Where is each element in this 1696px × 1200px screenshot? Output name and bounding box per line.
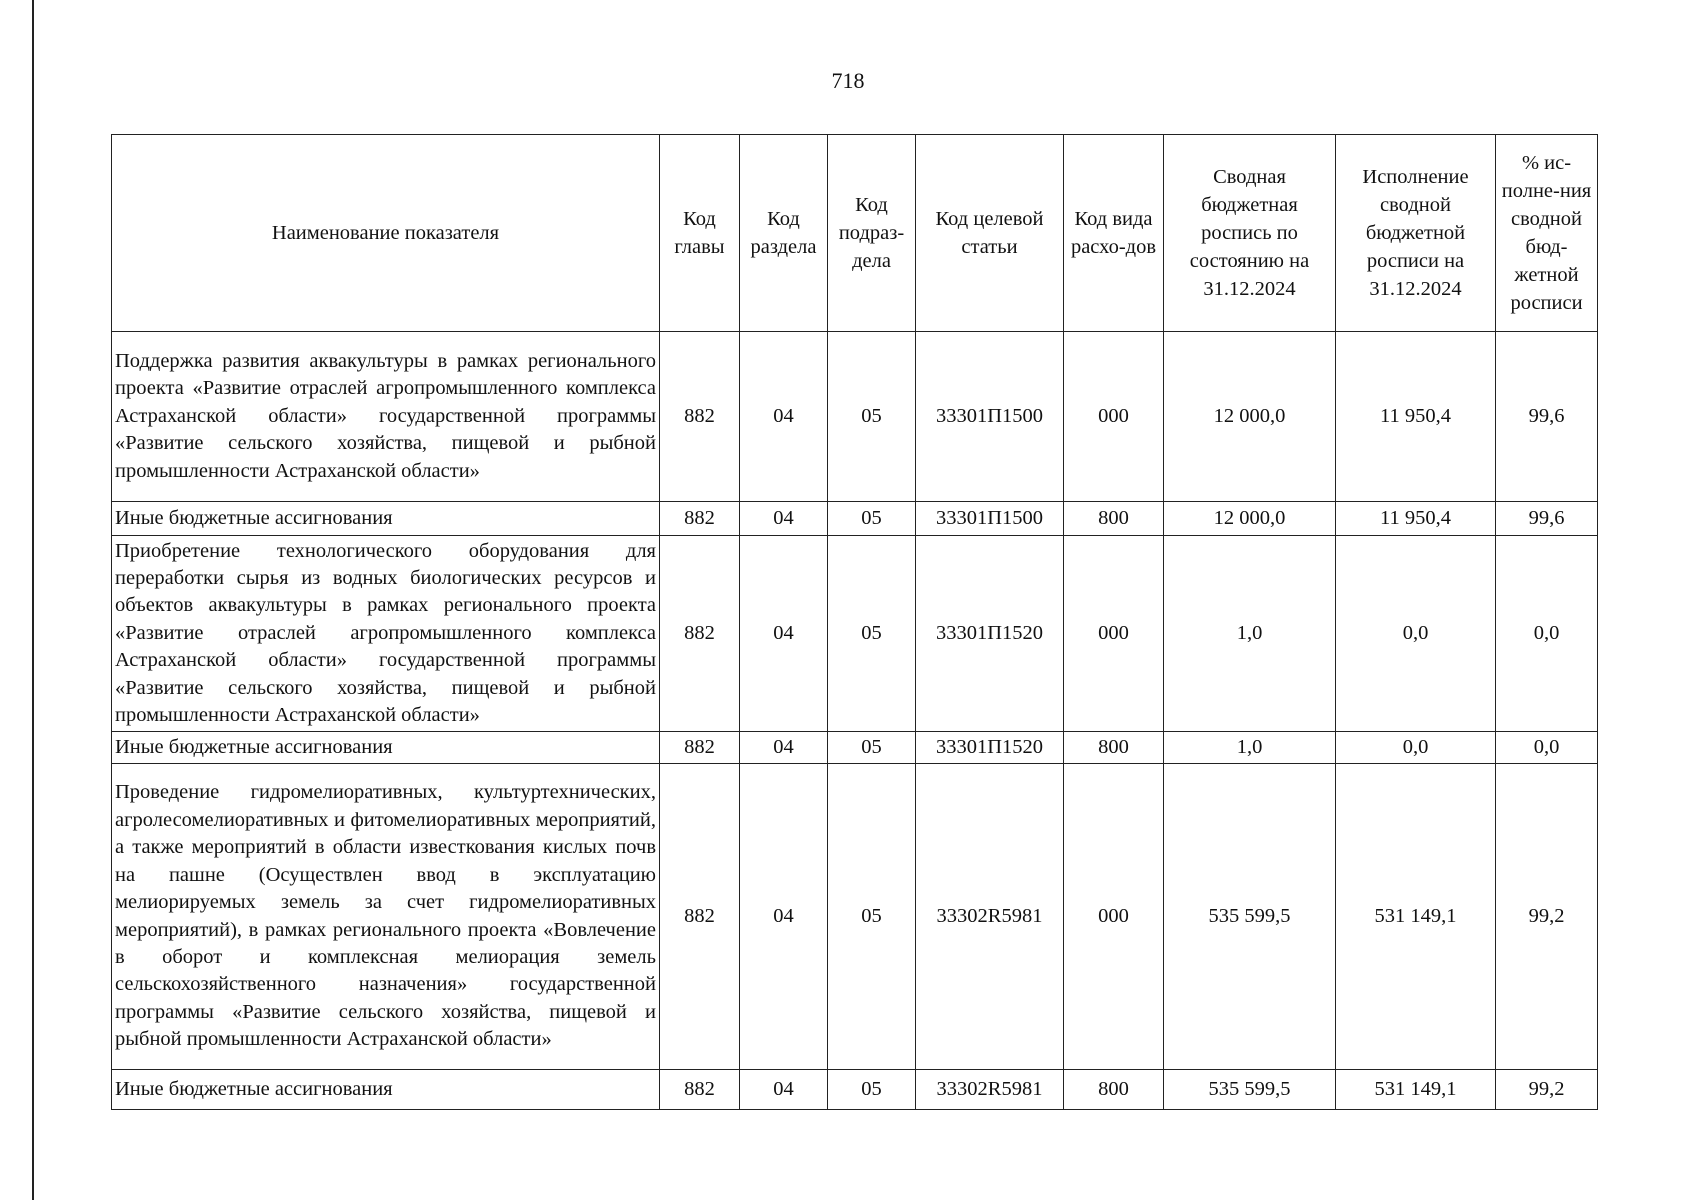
row-pct: 0,0 [1496,536,1598,732]
row-glava: 882 [660,764,740,1070]
row-ispolnenie: 11 950,4 [1336,502,1496,536]
row-celevaya: 33302R5981 [916,1070,1064,1110]
header-ispolnenie: Исполнение сводной бюджетной росписи на 31.12.2024 [1336,135,1496,332]
row-ispolnenie: 0,0 [1336,536,1496,732]
row-name: Иные бюджетные ассигнования [112,1070,660,1110]
row-rospis: 535 599,5 [1164,764,1336,1070]
row-vid: 800 [1064,1070,1164,1110]
table-row [112,536,1598,732]
row-pct: 99,2 [1496,764,1598,1070]
row-name: Иные бюджетные ассигнования [112,732,660,764]
page-number: 718 [831,68,865,93]
row-glava: 882 [660,332,740,502]
header-pct: % ис-полне-ния сводной бюд-жетной росписи [1496,135,1598,332]
row-ispolnenie: 0,0 [1336,732,1496,764]
row-podrazdel: 05 [828,536,916,732]
row-razdel: 04 [740,764,828,1070]
row-podrazdel: 05 [828,764,916,1070]
row-celevaya: 33301П1500 [916,332,1064,502]
row-glava: 882 [660,502,740,536]
row-celevaya: 33301П1520 [916,732,1064,764]
row-celevaya: 33301П1500 [916,502,1064,536]
row-name: Проведение гидромелиоративных, культуртехнических, агролесомелиоративных и фитомелиоративных мероприятий, а также мероприятий в области известкования кислых почв на пашне (Осуществлен ввод в эксплуатацию мелиорируемых земель за счет гидромелиоративных мероприятий), в рамках регионального проекта «Вовлечение в оборот и комплексная мелиорация земель сельскохозяйственного назначения» государственной программы «Развитие сельского хозяйства, пищевой и рыбной промышленности Астраханской области» [112,764,660,1070]
header-vid: Код вида расхо-дов [1064,135,1164,332]
table-row [112,732,1598,764]
row-pct: 99,2 [1496,1070,1598,1110]
page-margin-line [32,0,34,1200]
row-celevaya: 33301П1520 [916,536,1064,732]
row-pct: 99,6 [1496,502,1598,536]
row-razdel: 04 [740,732,828,764]
header-podrazdel: Код подраз-дела [828,135,916,332]
row-name: Иные бюджетные ассигнования [112,502,660,536]
row-podrazdel: 05 [828,332,916,502]
row-vid: 000 [1064,764,1164,1070]
row-ispolnenie: 531 149,1 [1336,1070,1496,1110]
row-rospis: 1,0 [1164,536,1336,732]
row-glava: 882 [660,732,740,764]
header-rospis: Сводная бюджетная роспись по состоянию на 31.12.2024 [1164,135,1336,332]
row-ispolnenie: 531 149,1 [1336,764,1496,1070]
budget-table [111,134,1598,1110]
row-rospis: 535 599,5 [1164,1070,1336,1110]
table-row [112,332,1598,502]
table-row [112,502,1598,536]
table-header-row [112,135,1598,332]
row-podrazdel: 05 [828,732,916,764]
row-name: Приобретение технологического оборудования для переработки сырья из водных биологических ресурсов и объектов аквакультуры в рамках регионального проекта «Развитие отраслей агропромышленного комплекса Астраханской области» государственной программы «Развитие сельского хозяйства, пищевой и рыбной промышленности Астраханской области» [112,536,660,732]
row-rospis: 1,0 [1164,732,1336,764]
row-podrazdel: 05 [828,1070,916,1110]
row-razdel: 04 [740,1070,828,1110]
row-pct: 0,0 [1496,732,1598,764]
header-celevaya: Код целевой статьи [916,135,1064,332]
row-vid: 000 [1064,332,1164,502]
row-ispolnenie: 11 950,4 [1336,332,1496,502]
row-razdel: 04 [740,502,828,536]
row-rospis: 12 000,0 [1164,332,1336,502]
row-podrazdel: 05 [828,502,916,536]
table-row [112,1070,1598,1110]
header-glava: Код главы [660,135,740,332]
table-row [112,764,1598,1070]
row-pct: 99,6 [1496,332,1598,502]
row-rospis: 12 000,0 [1164,502,1336,536]
row-vid: 800 [1064,732,1164,764]
row-glava: 882 [660,1070,740,1110]
header-name: Наименование показателя [112,135,660,332]
row-vid: 000 [1064,536,1164,732]
header-razdel: Код раздела [740,135,828,332]
row-glava: 882 [660,536,740,732]
row-vid: 800 [1064,502,1164,536]
row-name: Поддержка развития аквакультуры в рамках регионального проекта «Развитие отраслей агропромышленного комплекса Астраханской области» государственной программы «Развитие сельского хозяйства, пищевой и рыбной промышленности Астраханской области» [112,332,660,502]
row-celevaya: 33302R5981 [916,764,1064,1070]
row-razdel: 04 [740,536,828,732]
row-razdel: 04 [740,332,828,502]
